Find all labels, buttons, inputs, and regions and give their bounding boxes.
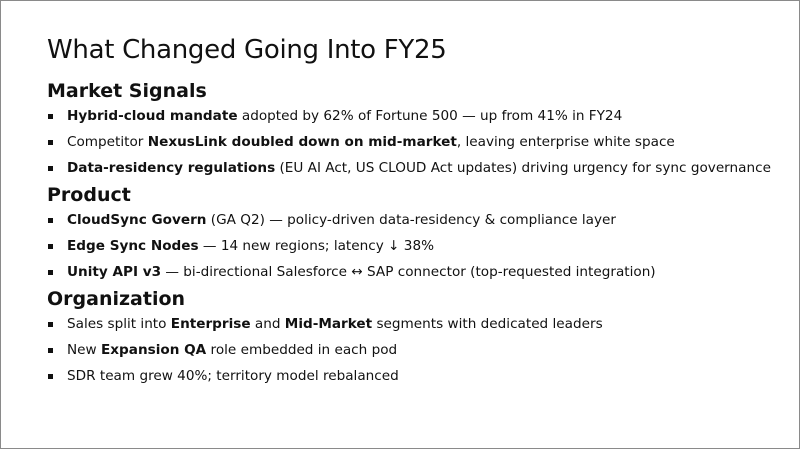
bullet-item <box>47 133 787 151</box>
bullet-list <box>47 211 787 281</box>
bullet-bold-text: Edge Sync Nodes <box>67 238 199 254</box>
bullet-plain-text: Competitor <box>67 134 148 150</box>
square-bullet-icon <box>48 166 53 171</box>
bullet-plain-text: (GA Q2) — policy-driven data-residency & compliance layer <box>206 212 616 228</box>
section-product <box>47 184 787 281</box>
square-bullet-icon <box>48 322 53 327</box>
slide-title: What Changed Going Into FY25 <box>47 35 447 65</box>
square-bullet-icon <box>48 374 53 379</box>
bullet-plain-text: segments with dedicated leaders <box>372 316 603 332</box>
bullet-plain-text: adopted by 62% of Fortune 500 — up from 41% in FY24 <box>237 108 623 124</box>
bullet-bold-text: Enterprise <box>170 316 251 332</box>
section-heading: Organization <box>47 288 186 310</box>
bullet-plain-text: and <box>250 316 285 332</box>
bullet-item <box>47 159 787 177</box>
square-bullet-icon <box>48 218 53 223</box>
bullet-plain-text: — 14 new regions; latency ↓ 38% <box>198 238 435 254</box>
square-bullet-icon <box>48 348 53 353</box>
bullet-plain-text: New <box>67 342 101 358</box>
bullet-bold-text: Expansion QA <box>100 342 207 358</box>
bullet-plain-text: , leaving enterprise white space <box>456 134 675 150</box>
bullet-plain-text: (EU AI Act, US CLOUD Act updates) driving urgency for sync governance <box>275 160 771 176</box>
bullet-list <box>47 107 787 177</box>
section-heading: Market Signals <box>47 80 207 102</box>
bullet-text <box>67 264 656 280</box>
bullet-text <box>67 238 434 254</box>
section-organization <box>47 288 787 385</box>
bullet-bold-text: CloudSync Govern <box>67 212 207 228</box>
bullet-text <box>67 316 603 332</box>
bullet-item <box>47 315 787 333</box>
square-bullet-icon <box>48 114 53 119</box>
bullet-item <box>47 367 787 385</box>
bullet-bold-text: Hybrid-cloud mandate <box>67 108 238 124</box>
bullet-text <box>67 342 397 358</box>
square-bullet-icon <box>48 140 53 145</box>
bullet-plain-text: — bi-directional Salesforce ↔ SAP connector (top-requested integration) <box>161 264 656 280</box>
square-bullet-icon <box>48 244 53 249</box>
bullet-text <box>67 108 622 124</box>
bullet-text <box>67 368 399 384</box>
bullet-item <box>47 341 787 359</box>
bullet-text <box>67 212 616 228</box>
bullet-item <box>47 211 787 229</box>
bullet-plain-text: SDR team grew 40%; territory model rebalanced <box>67 368 399 384</box>
bullet-bold-text: Unity API v3 <box>67 264 162 280</box>
bullet-item <box>47 237 787 255</box>
section-heading: Product <box>47 184 131 206</box>
bullet-plain-text: role embedded in each pod <box>206 342 398 358</box>
bullet-bold-text: Data-residency regulations <box>67 160 276 176</box>
bullet-bold-text: NexusLink doubled down on mid-market <box>147 134 457 150</box>
section-market-signals <box>47 80 787 177</box>
bullet-item <box>47 107 787 125</box>
square-bullet-icon <box>48 270 53 275</box>
bullet-item <box>47 263 787 281</box>
bullet-text <box>67 160 771 176</box>
bullet-bold-text: Mid-Market <box>284 316 373 332</box>
bullet-text <box>67 134 675 150</box>
bullet-plain-text: Sales split into <box>67 316 171 332</box>
bullet-list <box>47 315 787 385</box>
